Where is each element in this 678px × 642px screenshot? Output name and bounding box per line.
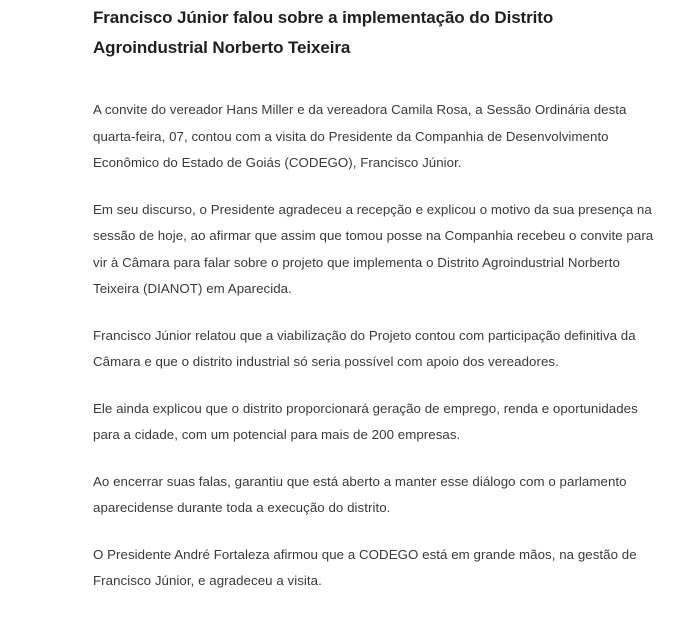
article-paragraph: Em seu discurso, o Presidente agradeceu a recepção e explicou o motivo da sua presença na sessão de hoje, ao afirmar que assim que tomou posse na Companhia recebeu o convite para vir à Câmara para falar sobre o projeto que implementa o Distrito Agroindustrial Norberto Teixeira (DIANOT) em Aparecida.: [93, 201, 654, 296]
article-title: Francisco Júnior falou sobre a implementação do Distrito Agroindustrial Norberto Teixeira: [93, 8, 554, 57]
article-body: [93, 97, 663, 595]
article-paragraph: O Presidente André Fortaleza afirmou que a CODEGO está em grande mãos, na gestão de Francisco Júnior, e agradeceu a visita.: [93, 546, 637, 588]
article-paragraph: Francisco Júnior relatou que a viabilização do Projeto contou com participação definitiva da Câmara e que o distrito industrial só seria possível com apoio dos vereadores.: [93, 327, 636, 369]
news-article: [93, 0, 663, 615]
article-paragraph: A convite do vereador Hans Miller e da vereadora Camila Rosa, a Sessão Ordinária desta quarta-feira, 07, contou com a visita do Presidente da Companhia de Desenvolvimento Econômico do Estado de Goiás (CODEGO), Francisco Júnior.: [93, 102, 627, 170]
article-paragraph: Ao encerrar suas falas, garantiu que está aberto a manter esse diálogo com o parlamento aparecidense durante toda a execução do distrito.: [93, 473, 627, 515]
article-paragraph: Ele ainda explicou que o distrito proporcionará geração de emprego, renda e oportunidades para a cidade, com um potencial para mais de 200 empresas.: [93, 400, 638, 442]
